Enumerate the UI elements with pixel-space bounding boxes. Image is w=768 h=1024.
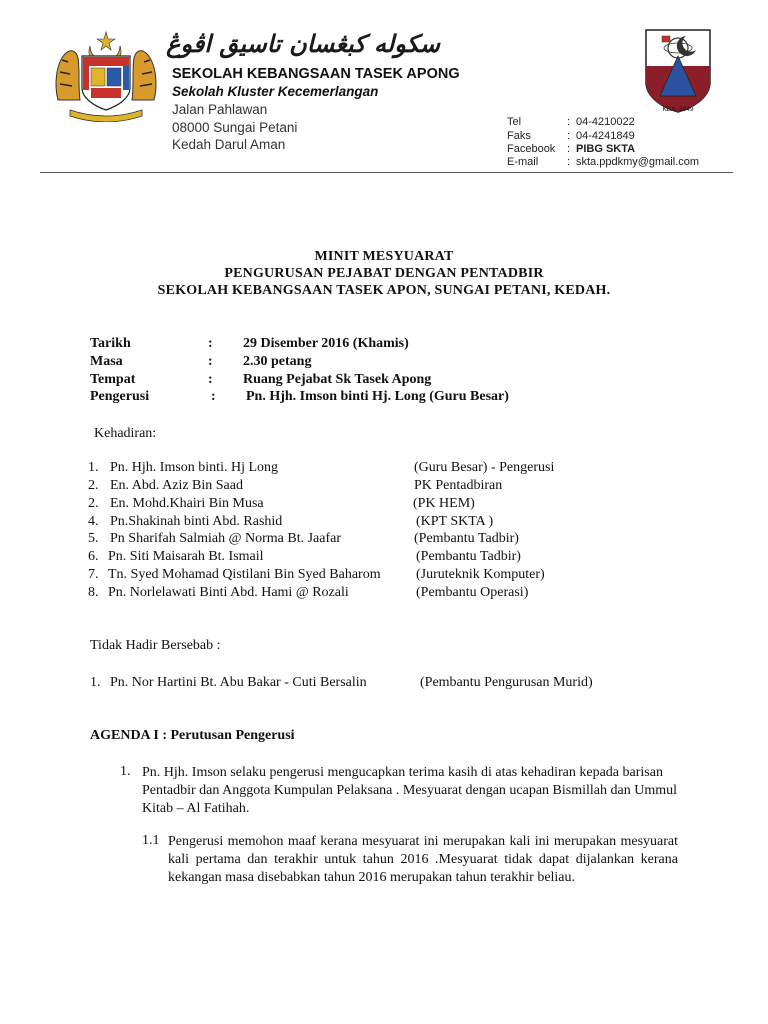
row-number: 5. [88, 531, 99, 546]
attendance-row [88, 514, 283, 530]
attendee-name: Pn.Shakinah binti Abd. Rashid [110, 514, 283, 529]
attendee-name: En. Mohd.Khairi Bin Musa [110, 496, 264, 511]
meta-value-chair: Pn. Hjh. Imson binti Hj. Long (Guru Besar) [246, 389, 509, 404]
attendee-name: Pn. Norlelawati Binti Abd. Hami @ Rozali [108, 585, 349, 600]
absentee-role: (Pembantu Pengurusan Murid) [420, 675, 593, 690]
school-subtitle: Sekolah Kluster Kecemerlangan [172, 84, 379, 99]
row-number: 1. [88, 460, 99, 475]
contact-colon: : [567, 130, 571, 142]
agenda-item-text: Pn. Hjh. Imson selaku pengerusi mengucapkan terima kasih di atas kehadiran kepada barisan Pentadbir dan Anggota Kumpulan Pelaksana . Mesyuarat dengan ucapan Bismillah dan Ummul Kitab – Al Fatihah. [142, 765, 677, 816]
row-number: 2. [88, 496, 99, 511]
attendance-row [88, 567, 381, 583]
meta-colon: : [208, 372, 213, 387]
contact-value-facebook: PIBG SKTA [576, 143, 636, 155]
attendee-role: (KPT SKTA ) [416, 514, 494, 529]
attendee-name: Pn Sharifah Salmiah @ Norma Bt. Jaafar [110, 531, 342, 546]
attendance-row [88, 531, 342, 547]
contact-label-facebook: Facebook [507, 143, 556, 155]
contact-colon: : [567, 156, 571, 168]
agenda-heading: AGENDA I : Perutusan Pengerusi [90, 728, 295, 743]
contact-colon: : [567, 116, 571, 128]
attendance-row [88, 549, 264, 565]
attendee-role: (PK HEM) [413, 496, 475, 511]
attendee-name: En. Abd. Aziz Bin Saad [110, 478, 243, 493]
minutes-school-line: SEKOLAH KEBANGSAAN TASEK APON, SUNGAI PETANI, KEDAH. [157, 283, 611, 298]
row-number: 4. [88, 514, 99, 529]
meta-colon: : [208, 336, 213, 351]
agenda-item-number: 1. [120, 764, 131, 779]
row-number: 6. [88, 549, 99, 564]
meta-label-chair: Pengerusi [90, 389, 150, 404]
attendee-role: (Juruteknik Komputer) [416, 567, 545, 582]
school-logo [640, 26, 716, 120]
attendance-row [88, 585, 349, 601]
attendance-row [88, 478, 243, 494]
attendee-name: Tn. Syed Mohamad Qistilani Bin Syed Baharom [108, 567, 381, 582]
malaysia-crest-logo [50, 30, 162, 122]
attendee-role: (Guru Besar) - Pengerusi [414, 460, 555, 475]
agenda-subitem-number: 1.1 [142, 833, 160, 848]
row-number: 2. [88, 478, 99, 493]
minutes-title: MINIT MESYUARAT [314, 249, 454, 264]
school-name: SEKOLAH KEBANGSAAN TASEK APONG [172, 66, 460, 82]
meta-label-place: Tempat [90, 372, 136, 387]
attendee-role: PK Pentadbiran [414, 478, 503, 493]
attendance-row [88, 460, 279, 476]
contact-value-faks: 04-4241849 [576, 130, 635, 142]
minutes-subtitle: PENGURUSAN PEJABAT DENGAN PENTADBIR [224, 266, 544, 281]
address-line-1: Jalan Pahlawan [172, 102, 268, 117]
contact-colon: : [567, 143, 571, 155]
attendee-name: Pn. Siti Maisarah Bt. Ismail [108, 549, 264, 564]
contact-label-email: E-mail [507, 156, 539, 168]
absent-row [90, 675, 367, 691]
row-number: 1. [90, 675, 101, 690]
meta-label-date: Tarikh [90, 336, 131, 351]
contact-value-email: skta.ppdkmy@gmail.com [576, 156, 700, 168]
meta-label-time: Masa [90, 354, 123, 369]
letterhead-divider [40, 172, 733, 173]
address-line-3: Kedah Darul Aman [172, 137, 286, 152]
school-name-jawi: سكوله كبڠسان تاسيق اڤوڠ [166, 30, 440, 58]
absent-heading: Tidak Hadir Bersebab : [90, 638, 221, 653]
row-number: 8. [88, 585, 99, 600]
logo-code: KBA: 3049 [662, 106, 694, 113]
attendee-name: Pn. Hjh. Imson binti. Hj Long [110, 460, 279, 475]
address-line-2: 08000 Sungai Petani [172, 120, 298, 135]
meta-value-place: Ruang Pejabat Sk Tasek Apong [243, 372, 432, 387]
attendance-heading: Kehadiran: [94, 426, 157, 441]
meta-value-time: 2.30 petang [243, 354, 312, 369]
meta-colon: : [208, 354, 213, 369]
contact-label-faks: Faks [507, 130, 531, 142]
contact-value-tel: 04-4210022 [576, 116, 635, 128]
meta-value-date: 29 Disember 2016 (Khamis) [243, 336, 409, 351]
attendee-role: (Pembantu Operasi) [416, 585, 529, 600]
meta-colon: : [211, 389, 216, 404]
contact-label-tel: Tel [507, 116, 522, 128]
agenda-subitem-text: Pengerusi memohon maaf kerana mesyuarat ini merupakan kali ini merupakan mesyuarat kali pertama dan terakhir untuk tahun 2016 .Mesyuarat tidak dapat dijalankan kerana kekangan masa disebabkan tahun 2016 merupakan tahun terakhir beliau. [168, 834, 678, 885]
attendance-row [88, 496, 264, 512]
attendee-role: (Pembantu Tadbir) [416, 549, 521, 564]
absentee-name: Pn. Nor Hartini Bt. Abu Bakar - Cuti Bersalin [110, 675, 367, 690]
attendee-role: (Pembantu Tadbir) [414, 531, 519, 546]
row-number: 7. [88, 567, 99, 582]
